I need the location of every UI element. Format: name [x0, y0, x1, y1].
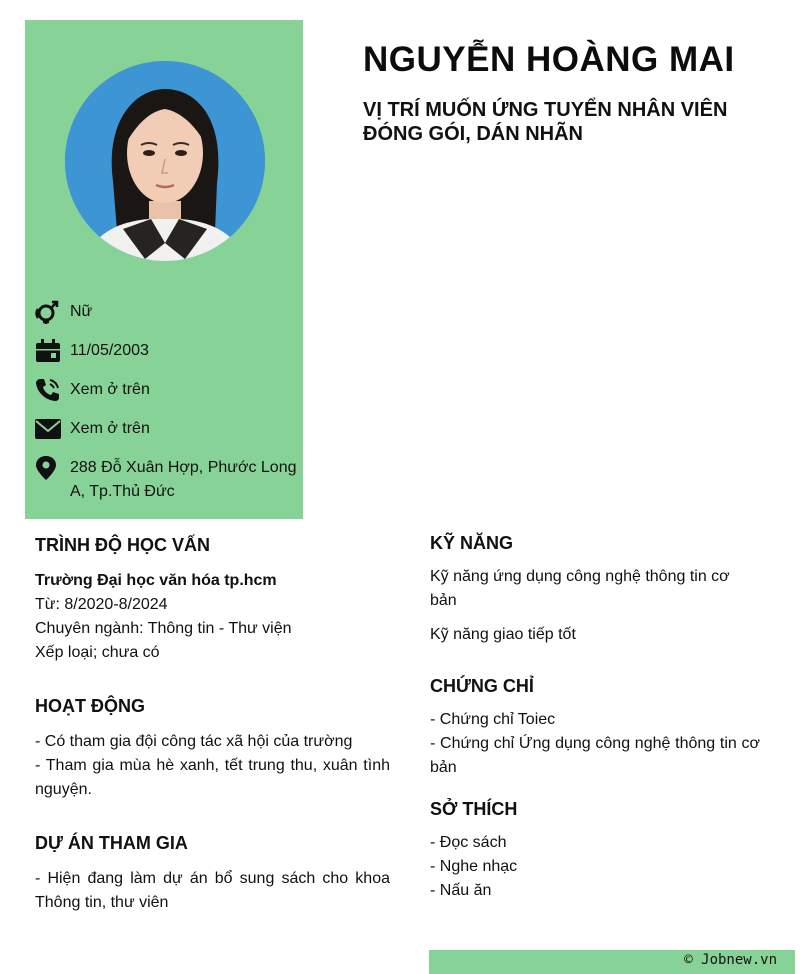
skills-item: Kỹ năng giao tiếp tốt	[430, 626, 576, 643]
gender-value: Nữ	[70, 303, 93, 320]
calendar-icon	[35, 339, 61, 363]
hobbies-item: - Đọc sách	[430, 834, 507, 851]
desired-position: VỊ TRÍ MUỐN ỨNG TUYỂN NHÂN VIÊN ĐÓNG GÓI, DÁN NHÃN	[363, 99, 728, 145]
dob-row	[35, 339, 303, 363]
gender-icon	[35, 300, 61, 324]
education-title: TRÌNH ĐỘ HỌC VẤN	[35, 535, 210, 555]
address-value: 288 Đỗ Xuân Hợp, Phước Long A, Tp.Thủ Đức	[70, 459, 297, 500]
phone-value: Xem ở trên	[70, 381, 150, 398]
activities-item: - Tham gia mùa hè xanh, tết trung thu, xuân tình nguyện.	[35, 757, 390, 798]
activities-title: HOẠT ĐỘNG	[35, 696, 145, 716]
projects-title: DỰ ÁN THAM GIA	[35, 833, 188, 853]
address-row	[35, 456, 303, 504]
certificates-item: - Chứng chỉ Toiec	[430, 711, 556, 728]
certificates-item: - Chứng chỉ Ứng dụng công nghệ thông tin cơ bản	[430, 735, 760, 776]
skills-title: KỸ NĂNG	[430, 533, 514, 553]
dob-value: 11/05/2003	[70, 342, 149, 359]
location-icon	[35, 456, 61, 480]
footer-watermark: © Jobnew.vn	[684, 952, 777, 968]
phone-icon	[35, 378, 61, 402]
skills-item: Kỹ năng ứng dụng công nghệ thông tin cơ bản	[430, 568, 730, 609]
phone-row	[35, 378, 303, 402]
hobbies-title: SỞ THÍCH	[430, 799, 518, 819]
footer-bar	[429, 950, 795, 974]
hobbies-item: - Nấu ăn	[430, 882, 492, 899]
email-row	[35, 417, 303, 441]
hobbies-item: - Nghe nhạc	[430, 858, 518, 875]
activities-item: - Có tham gia đội công tác xã hội của trường	[35, 733, 353, 750]
sidebar	[25, 20, 303, 519]
email-value: Xem ở trên	[70, 420, 150, 437]
candidate-name: NGUYỄN HOÀNG MAI	[363, 40, 735, 79]
certificates-title: CHỨNG CHỈ	[430, 676, 534, 696]
email-icon	[35, 417, 61, 441]
projects-item: - Hiện đang làm dự án bổ sung sách cho khoa Thông tin, thư viên	[35, 870, 390, 911]
gender-row	[35, 300, 303, 324]
avatar	[65, 61, 265, 261]
education-period: Từ: 8/2020-8/2024	[35, 596, 168, 613]
education-school: Trường Đại học văn hóa tp.hcm	[35, 572, 277, 589]
education-major: Chuyên ngành: Thông tin - Thư viện	[35, 620, 292, 637]
education-rank: Xếp loại; chưa có	[35, 644, 160, 661]
